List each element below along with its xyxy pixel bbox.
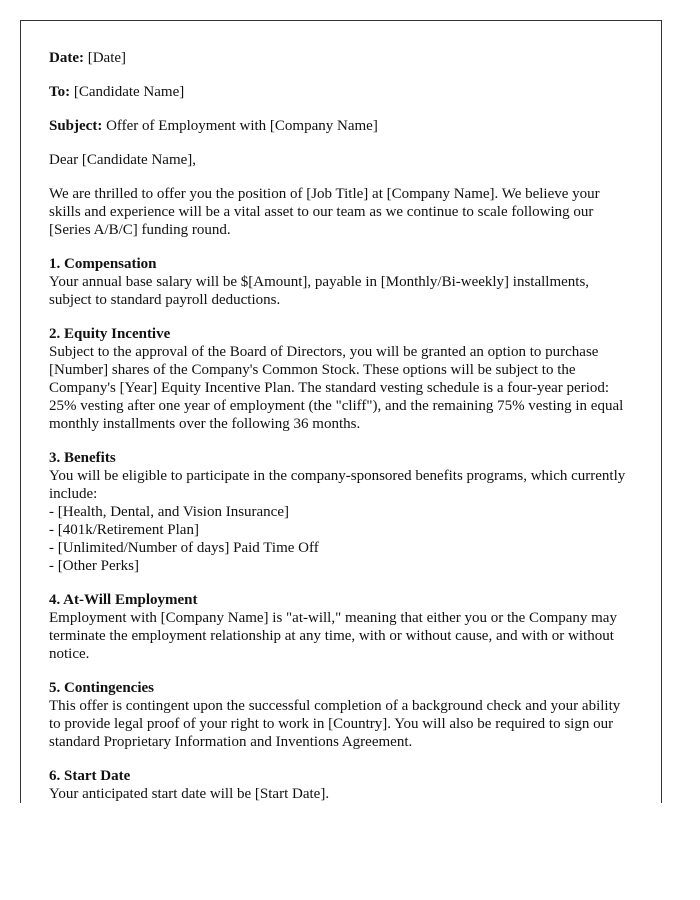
section-benefits xyxy=(49,449,632,575)
benefit-item: - [Health, Dental, and Vision Insurance] xyxy=(49,504,289,520)
subject-label: Subject: xyxy=(49,118,103,134)
to-label: To: xyxy=(49,84,71,100)
section-title: 2. Equity Incentive xyxy=(49,326,171,342)
subject-line xyxy=(49,117,632,135)
benefit-item: - [Unlimited/Number of days] Paid Time Off xyxy=(49,540,319,556)
section-body: This offer is contingent upon the successful completion of a background check and your ability to provide legal proof of your right to work in [Country]. You will also be required to sign our standard Proprietary Information and Inventions Agreement. xyxy=(49,698,621,750)
date-label: Date: xyxy=(49,50,84,66)
section-equity-incentive xyxy=(49,325,632,433)
section-title: 4. At-Will Employment xyxy=(49,592,198,608)
section-body: You will be eligible to participate in the company-sponsored benefits programs, which currently include: xyxy=(49,468,626,502)
section-body: Subject to the approval of the Board of Directors, you will be granted an option to purchase [Number] shares of the Company's Common Stock. These options will be subject to the Company's [Year] Equity Incentive Plan. The standard vesting schedule is a four-year period: 25% vesting after one year of employment (the "cliff"), and the remaining 75% vesting in equal monthly installments over the following 36 months. xyxy=(49,344,624,432)
to-value: [Candidate Name] xyxy=(73,84,185,100)
salutation: Dear [Candidate Name], xyxy=(49,152,197,168)
offer-letter-document xyxy=(20,20,662,803)
intro-paragraph: We are thrilled to offer you the position of [Job Title] at [Company Name]. We believe your skills and experience will be a vital asset to our team as we continue to scale following our [Series A/B/C] funding round. xyxy=(49,186,600,238)
section-start-date xyxy=(49,767,632,803)
section-title: 3. Benefits xyxy=(49,450,116,466)
section-body: Your anticipated start date will be [Start Date]. xyxy=(49,786,330,802)
subject-value: Offer of Employment with [Company Name] xyxy=(106,118,378,134)
section-body: Your annual base salary will be $[Amount], payable in [Monthly/Bi-weekly] installments, subject to standard payroll deductions. xyxy=(49,274,590,308)
to-line xyxy=(49,83,632,101)
section-body: Employment with [Company Name] is "at-will," meaning that either you or the Company may terminate the employment relationship at any time, with or without cause, and with or without notice. xyxy=(49,610,617,662)
section-compensation xyxy=(49,255,632,309)
section-title: 5. Contingencies xyxy=(49,680,154,696)
section-contingencies xyxy=(49,679,632,751)
section-title: 6. Start Date xyxy=(49,768,131,784)
benefit-item: - [401k/Retirement Plan] xyxy=(49,522,199,538)
section-at-will-employment xyxy=(49,591,632,663)
benefit-item: - [Other Perks] xyxy=(49,558,139,574)
date-value: [Date] xyxy=(87,50,127,66)
date-line xyxy=(49,49,632,67)
section-title: 1. Compensation xyxy=(49,256,157,272)
